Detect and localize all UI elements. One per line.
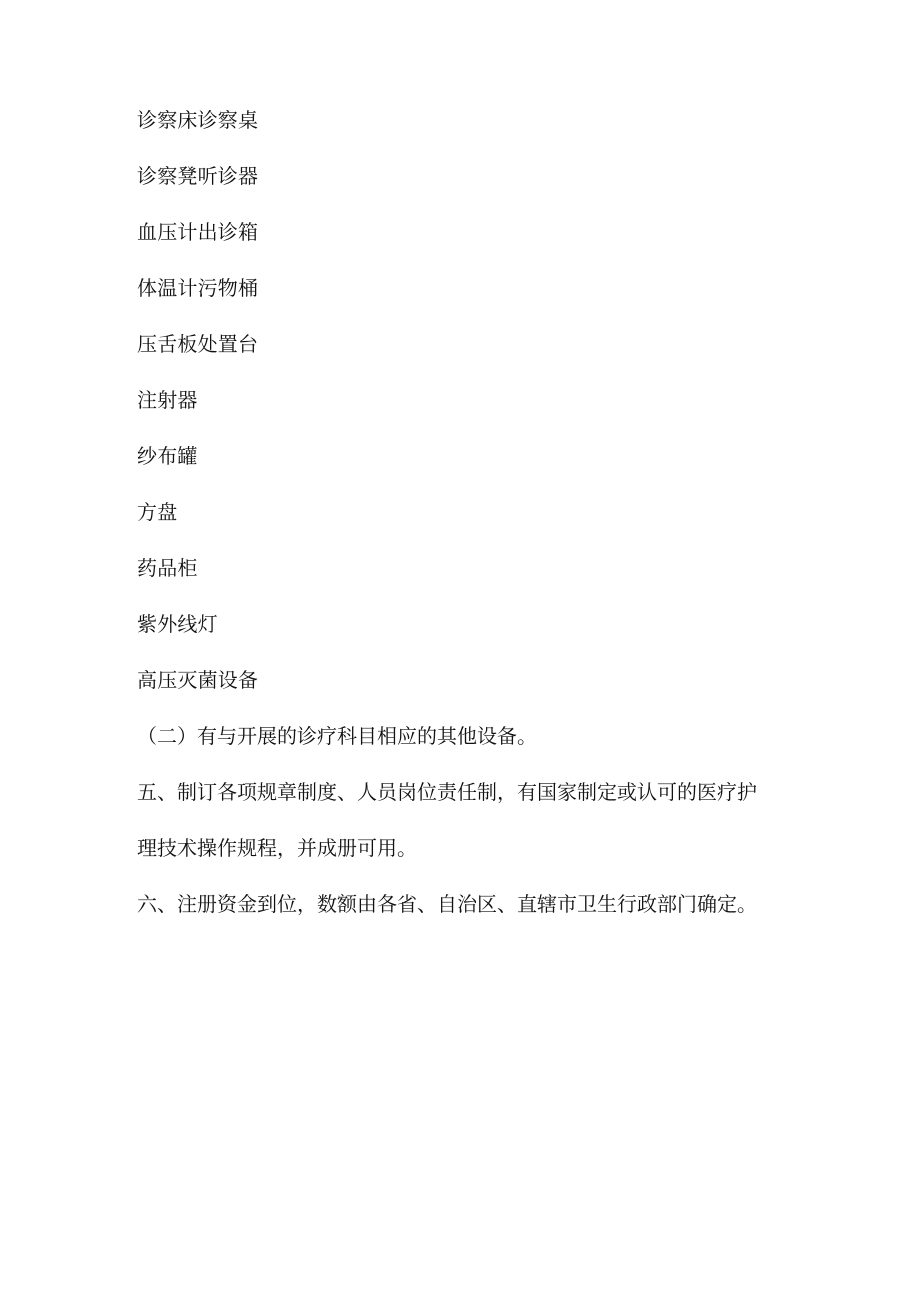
document-body: [137, 104, 777, 944]
clause-other-equipment: （二）有与开展的诊疗科目相应的其他设备。: [137, 724, 537, 748]
list-item: 高压灭菌设备: [137, 668, 259, 692]
clause-regulations-line-2: 理技术操作规程，并成册可用。: [137, 836, 417, 860]
list-item: 药品柜: [137, 556, 198, 580]
clause-registered-capital: 六、注册资金到位，数额由各省、自治区、直辖市卫生行政部门确定。: [137, 892, 757, 916]
list-item: 注射器: [137, 388, 198, 412]
list-item: 方盘: [137, 500, 178, 524]
list-item: 诊察床诊察桌: [137, 108, 259, 132]
list-item: 压舌板处置台: [137, 332, 259, 356]
list-item: 体温计污物桶: [137, 276, 259, 300]
list-item: 紫外线灯: [137, 612, 218, 636]
clause-regulations: [137, 776, 777, 888]
list-item: 纱布罐: [137, 444, 198, 468]
clause-regulations-line-1: 五、制订各项规章制度、人员岗位责任制，有国家制定或认可的医疗护: [137, 780, 757, 804]
equipment-list: [137, 104, 777, 720]
list-item: 诊察凳听诊器: [137, 164, 259, 188]
list-item: 血压计出诊箱: [137, 220, 259, 244]
